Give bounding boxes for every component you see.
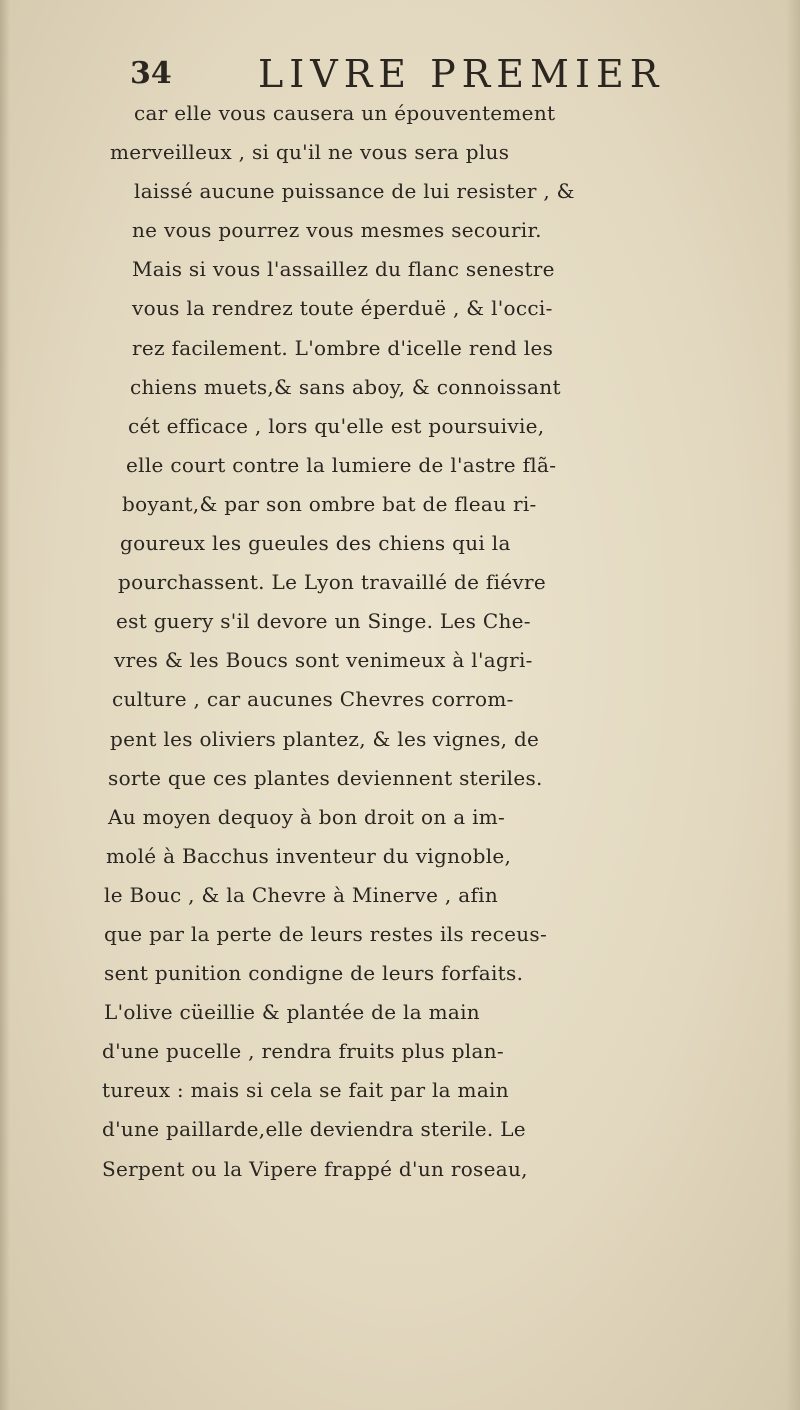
text-line: boyant,& par son ombre bat de fleau ri-	[122, 491, 537, 516]
text-line: Serpent ou la Vipere frappé d'un roseau,	[102, 1156, 528, 1181]
page-header	[130, 48, 690, 94]
text-line: pourchassent. Le Lyon travaillé de fiévre	[118, 570, 547, 595]
text-line: elle court contre la lumiere de l'astre flã-	[126, 452, 557, 477]
page-gutter-shadow	[0, 0, 10, 1410]
text-line: le Bouc , & la Chevre à Minerve , afin	[104, 882, 499, 907]
text-line: vous la rendrez toute éperduë , & l'occi-	[132, 296, 553, 321]
text-line: Mais si vous l'assaillez du flanc senestre	[132, 257, 555, 282]
text-line: tureux : mais si cela se fait par la main	[102, 1078, 509, 1103]
text-line: molé à Bacchus inventeur du vignoble,	[106, 843, 512, 868]
text-line: L'olive cüeillie & plantée de la main	[104, 1000, 480, 1025]
text-line: est guery s'il devore un Singe. Les Che-	[116, 609, 531, 634]
page-number: 34	[130, 56, 172, 91]
running-title: LIVRE PREMIER	[258, 52, 665, 96]
text-line: culture , car aucunes Chevres corrom-	[112, 687, 514, 712]
text-line: car elle vous causera un épouventement	[134, 101, 556, 125]
text-line: cét efficace , lors qu'elle est poursuivie,	[128, 413, 545, 438]
text-line: rez facilement. L'ombre d'icelle rend les	[132, 335, 554, 360]
text-line: ne vous pourrez vous mesmes secourir.	[132, 218, 542, 243]
text-line: Au moyen dequoy à bon droit on a im-	[108, 804, 506, 829]
text-line: chiens muets,& sans aboy, & connoissant	[130, 374, 561, 399]
text-line: merveilleux , si qu'il ne vous sera plus	[110, 140, 510, 165]
text-line: goureux les gueules des chiens qui la	[120, 531, 511, 556]
text-line: sent punition condigne de leurs forfaits.	[104, 961, 524, 986]
text-line: sorte que ces plantes deviennent steriles.	[108, 765, 543, 790]
text-line: d'une paillarde,elle deviendra sterile. Le	[102, 1117, 526, 1142]
text-line: vres & les Boucs sont venimeux à l'agri-	[114, 648, 533, 673]
body-text	[92, 94, 792, 1189]
text-line: d'une pucelle , rendra fruits plus plan-	[102, 1039, 504, 1064]
text-line: laissé aucune puissance de lui resister , &	[134, 179, 575, 204]
text-line: pent les oliviers plantez, & les vignes, de	[110, 726, 540, 751]
text-line: que par la perte de leurs restes ils receus-	[104, 921, 548, 946]
